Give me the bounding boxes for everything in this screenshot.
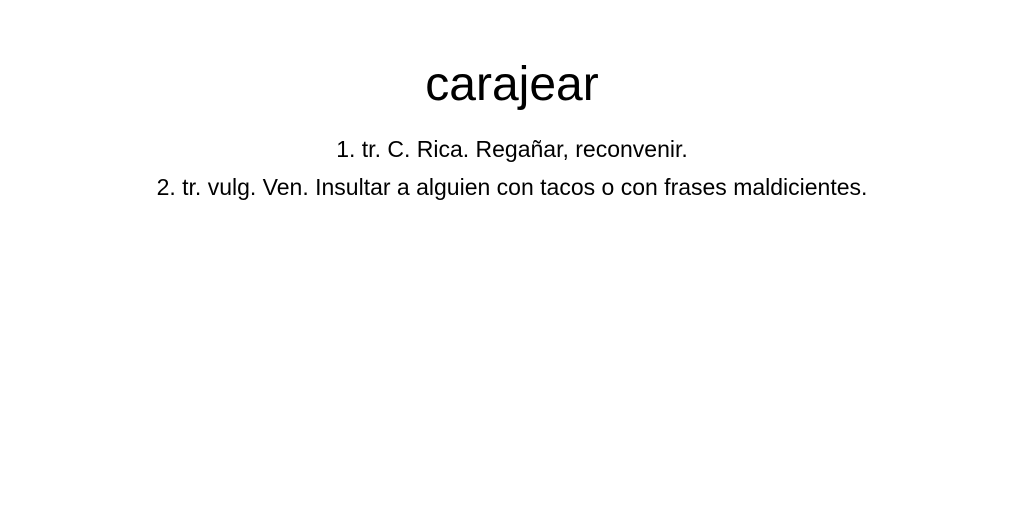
headword-title: carajear: [425, 58, 599, 111]
definition-list: [0, 130, 1024, 206]
definition-item: 1. tr. C. Rica. Regañar, reconvenir.: [336, 136, 688, 162]
definition-item: 2. tr. vulg. Ven. Insultar a alguien con tacos o con frases maldicientes.: [156, 174, 868, 200]
